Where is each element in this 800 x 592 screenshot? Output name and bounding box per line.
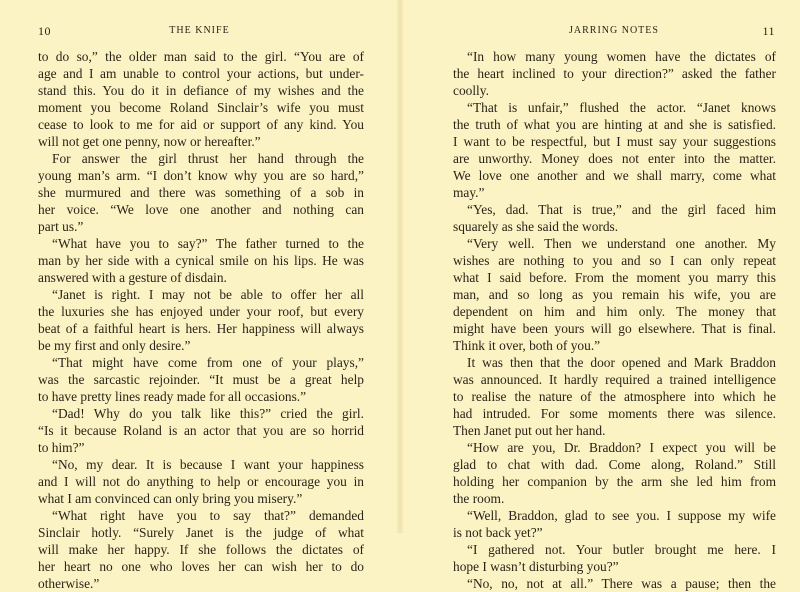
left-text-line: to him?” <box>38 440 85 455</box>
right-text-line: holding her companion by the arm she led him from <box>453 474 776 489</box>
right-page-number: 11 <box>762 24 775 38</box>
right-text-line: glad to chat with dad. Come along, Roland.” Still <box>453 457 776 472</box>
left-text-line: “That might have come from one of your plays,” <box>52 355 364 370</box>
right-text-line: to realise the nature of the atmosphere into which he <box>453 389 776 404</box>
right-text-line: what I said before. From the moment you marry this <box>453 270 776 285</box>
left-text-line: her voice. “We love one another and nothing can <box>38 202 364 217</box>
left-text-line: young man’s arm. “I don’t know why you are so hard,” <box>38 168 364 183</box>
left-running-head <box>38 24 361 38</box>
right-page-text <box>453 48 776 592</box>
left-text-line: otherwise.” <box>38 576 100 591</box>
right-text-line: We love one another and we shall marry, come what <box>453 168 776 183</box>
left-text-line: to do so,” the older man said to the girl. “You are of <box>38 49 364 64</box>
left-text-line: For answer the girl thrust her hand through the <box>52 151 364 166</box>
right-text-line: is not back yet?” <box>453 525 543 540</box>
left-text-line: will make her happy. If she follows the dictates of <box>38 542 364 557</box>
left-text-line: moment you become Roland Sinclair’s wife you must <box>38 100 364 115</box>
right-text-line: It was then that the door opened and Mark Braddon <box>467 355 776 370</box>
left-text-line: “What have you to say?” The father turned to the <box>52 236 364 251</box>
right-running-head <box>453 24 775 38</box>
left-text-line: “No, my dear. It is because I want your happiness <box>52 457 364 472</box>
left-page-text <box>38 48 364 592</box>
book-gutter <box>397 0 403 533</box>
left-text-line: what I am convinced can only bring you misery.” <box>38 491 303 506</box>
left-text-line: part us.” <box>38 219 84 234</box>
right-text-line: I want to be respectful, but I must say your suggestions <box>453 134 776 149</box>
right-text-line: hope I wasn’t disturbing you?” <box>453 559 619 574</box>
right-text-line: the room. <box>453 491 505 506</box>
right-text-line: Then Janet put out her hand. <box>453 423 606 438</box>
left-text-line: man by her side with a cynical smile on his lips. He was <box>38 253 364 268</box>
right-text-line: “I gathered not. Your butler brought me here. I <box>467 542 776 557</box>
right-text-line: wishes are nothing to you and so I can only repeat <box>453 253 776 268</box>
right-text-line: squarely as she said the words. <box>453 219 619 234</box>
right-text-line: Think it over, both of you.” <box>453 338 601 353</box>
right-text-line: man, and so long as you remain his wife, you are <box>453 287 776 302</box>
left-text-line: answered with a gesture of disdain. <box>38 270 227 285</box>
left-text-line: she murmured and there was something of a sob in <box>38 185 364 200</box>
right-text-line: had intruded. For some moments there was silence. <box>453 406 776 421</box>
left-text-line: will not get one penny, now or hereafter.” <box>38 134 261 149</box>
left-page-number: 10 <box>38 24 51 38</box>
left-text-line: age and I am unable to control your actions, but under- <box>38 66 364 81</box>
left-text-line: to have pretty lines ready made for all occasions.” <box>38 389 307 404</box>
left-text-line: cease to look to me for aid or support of any kind. You <box>38 117 364 132</box>
left-running-title: THE KNIFE <box>169 25 230 36</box>
right-text-line: “Yes, dad. That is true,” and the girl faced him <box>467 202 776 217</box>
left-text-line: Sinclair hotly. “Surely Janet is the judge of what <box>38 525 364 540</box>
right-text-line: was announced. It hardly required a trained intelligence <box>453 372 776 387</box>
right-text-line: “In how many young women have the dictates of <box>467 49 776 64</box>
left-text-line: “Dad! Why do you talk like this?” cried the girl. <box>52 406 364 421</box>
right-text-line: are unworthy. Money does not enter into the matter. <box>453 151 776 166</box>
left-text-line: stand this. You do it in defiance of my wishes and the <box>38 83 364 98</box>
left-text-line: “What right have you to say that?” demanded <box>52 508 364 523</box>
left-text-line: “Janet is right. I may not be able to offer her all <box>52 287 364 302</box>
left-text-line: and I will not do anything to help or encourage you in <box>38 474 364 489</box>
right-text-line: “Very well. Then we understand one another. My <box>467 236 776 251</box>
right-text-line: “No, no, not at all.” There was a pause; then the <box>467 576 776 591</box>
left-text-line: beat of a faithful heart is hers. Her happiness will always <box>38 321 364 336</box>
right-text-line: “How are you, Dr. Braddon? I expect you will be <box>467 440 776 455</box>
right-text-line: dependent on him and him only. The money that <box>453 304 776 319</box>
right-text-line: coolly. <box>453 83 489 98</box>
left-text-line: her heart no one who loves her can wish her to do <box>38 559 364 574</box>
right-text-line: the truth of what you are hinting at and she is satisfied. <box>453 117 776 132</box>
right-running-title: JARRING NOTES <box>569 25 659 36</box>
right-text-line: “That is unfair,” flushed the actor. “Janet knows <box>467 100 776 115</box>
right-text-line: may.” <box>453 185 485 200</box>
right-text-line: the heart inclined to your direction?” asked the father <box>453 66 776 81</box>
right-text-line: might have been yours will go elsewhere. That is final. <box>453 321 776 336</box>
right-text-line: “Well, Braddon, glad to see you. I suppose my wife <box>467 508 776 523</box>
left-text-line: was the sarcastic rejoinder. “It must be a great help <box>38 372 364 387</box>
left-text-line: the luxuries she has enjoyed under your roof, but every <box>38 304 364 319</box>
left-text-line: “Is it because Roland is an actor that you are so horrid <box>38 423 364 438</box>
left-text-line: be my first and only desire.” <box>38 338 191 353</box>
